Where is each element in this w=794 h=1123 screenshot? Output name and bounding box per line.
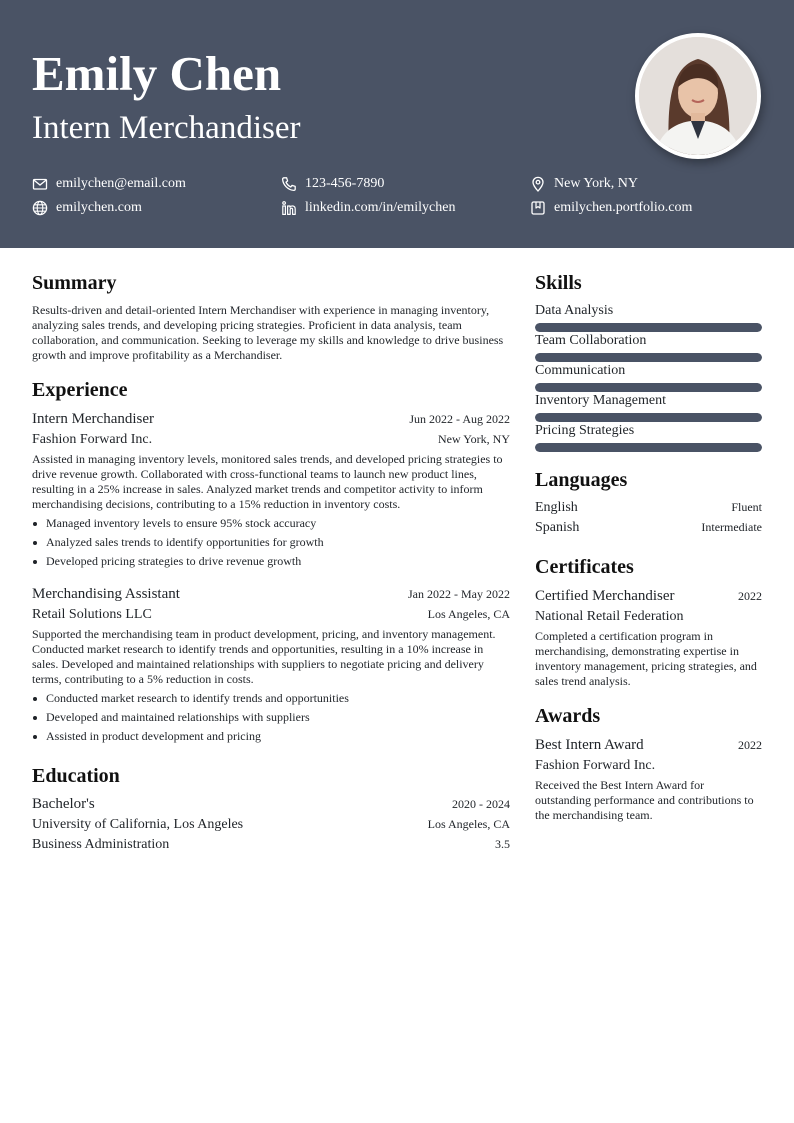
phone-icon [281,176,297,192]
skill-bar [535,413,762,422]
contact-location [530,175,638,193]
job-role: Intern Merchandiser [32,411,155,427]
location-pin-icon [530,176,546,192]
job-bullet-list [32,514,510,571]
resume-header [0,0,794,248]
job-description: Supported the merchandising team in product development, pricing, and inventory management. Conducted market research to identify trends and opportunities, resulting in a 10% increase in sales. Developed and maintained relationships with suppliers to negotiate pricing and delivery terms, contributing to a 5% reduction in costs. [32,627,496,686]
award-issuer: Fashion Forward Inc. [535,758,656,773]
education-field: Business Administration [32,837,170,852]
language-name: Spanish [535,520,580,535]
skill-bar-fill [535,323,762,332]
portfolio-icon [530,200,546,216]
award-year: 2022 [738,738,762,752]
language-name: English [535,500,578,515]
job-role: Merchandising Assistant [32,586,180,602]
contact-email[interactable] [32,175,186,193]
certificate-issuer: National Retail Federation [535,609,684,624]
job-dates: Jan 2022 - May 2022 [408,587,510,601]
contact-portfolio[interactable] [530,199,692,217]
award-name: Best Intern Award [535,737,644,753]
job-title: Intern Merchandiser [32,110,301,146]
skill-label: Inventory Management [535,393,667,408]
certificate-description: Completed a certification program in merchandising, demonstrating expertise in inventory management, pricing strategies, and sales trend analysis. [535,629,757,688]
contact-linkedin[interactable] [281,199,455,217]
globe-icon [32,200,48,216]
education-gpa: 3.5 [495,837,510,851]
experience-heading: Experience [32,379,128,401]
mail-icon [32,176,48,192]
contact-phone[interactable] [281,175,384,193]
skill-bar-fill [535,413,762,422]
skill-bar [535,353,762,362]
education-school: University of California, Los Angeles [32,817,244,832]
job-bullet: Conducted market research to identify trends and opportunities [32,689,510,708]
skills-heading: Skills [535,272,582,294]
awards-heading: Awards [535,705,601,727]
job-description: Assisted in managing inventory levels, monitored sales trends, and developed pricing strategies to drive revenue growth. Collaborated with cross-functional teams to launch new product lines, resulting in a 25% increase in sales. Analyzed market trends and competitor activity to inform merchandising decisions, contributing to a 15% reduction in inventory costs. [32,452,503,511]
job-company: Fashion Forward Inc. [32,432,153,447]
education-location: Los Angeles, CA [427,817,510,831]
job-bullet: Assisted in product development and pricing [32,727,510,746]
languages-heading: Languages [535,469,628,491]
skill-bar-fill [535,443,762,452]
contact-portfolio-text: emilychen.portfolio.com [554,200,693,215]
contact-linkedin-text: linkedin.com/in/emilychen [305,200,456,215]
certificate-year: 2022 [738,589,762,603]
award-description: Received the Best Intern Award for outstanding performance and contributions to the merchandising team. [535,778,754,822]
skill-label: Data Analysis [535,303,614,318]
skill-bar [535,383,762,392]
education-dates: 2020 - 2024 [452,797,510,811]
education-degree: Bachelor's [32,796,95,812]
job-location: New York, NY [437,432,510,446]
contact-email-text: emilychen@email.com [56,176,186,191]
job-bullet-list [32,689,510,746]
certificates-heading: Certificates [535,556,634,578]
candidate-name: Emily Chen [32,46,282,101]
profile-photo-image [639,37,757,155]
skill-label: Team Collaboration [535,333,647,348]
job-bullet: Managed inventory levels to ensure 95% stock accuracy [32,514,510,533]
linkedin-icon [281,200,297,216]
language-item [535,499,762,517]
skill-bar-fill [535,383,762,392]
language-item [535,519,762,537]
certificate-name: Certified Merchandiser [535,588,675,604]
language-level: Fluent [731,500,762,514]
contact-website-text: emilychen.com [56,200,142,215]
skill-label: Pricing Strategies [535,423,635,438]
job-company: Retail Solutions LLC [32,607,152,622]
summary-heading: Summary [32,272,117,294]
skill-label: Communication [535,363,626,378]
skill-bar-fill [535,353,762,362]
skill-bar [535,443,762,452]
job-bullet: Analyzed sales trends to identify opportunities for growth [32,533,510,552]
profile-photo [635,33,761,159]
job-bullet: Developed pricing strategies to drive revenue growth [32,552,510,571]
contact-location-text: New York, NY [554,176,639,191]
job-dates: Jun 2022 - Aug 2022 [409,412,510,426]
job-location: Los Angeles, CA [427,607,510,621]
contact-website[interactable] [32,199,142,217]
summary-text: Results-driven and detail-oriented Intern Merchandiser with experience in managing inventory, analyzing sales trends, and developing pricing strategies. Proficient in data analysis, team collaboration, and communication. Seeking to leverage my skills and knowledge to drive business growth and improve profitability as a Merchandiser. [32,303,504,362]
contact-phone-text: 123-456-7890 [305,176,385,191]
language-level: Intermediate [701,520,762,534]
skill-bar [535,323,762,332]
education-heading: Education [32,765,120,787]
job-bullet: Developed and maintained relationships with suppliers [32,708,510,727]
